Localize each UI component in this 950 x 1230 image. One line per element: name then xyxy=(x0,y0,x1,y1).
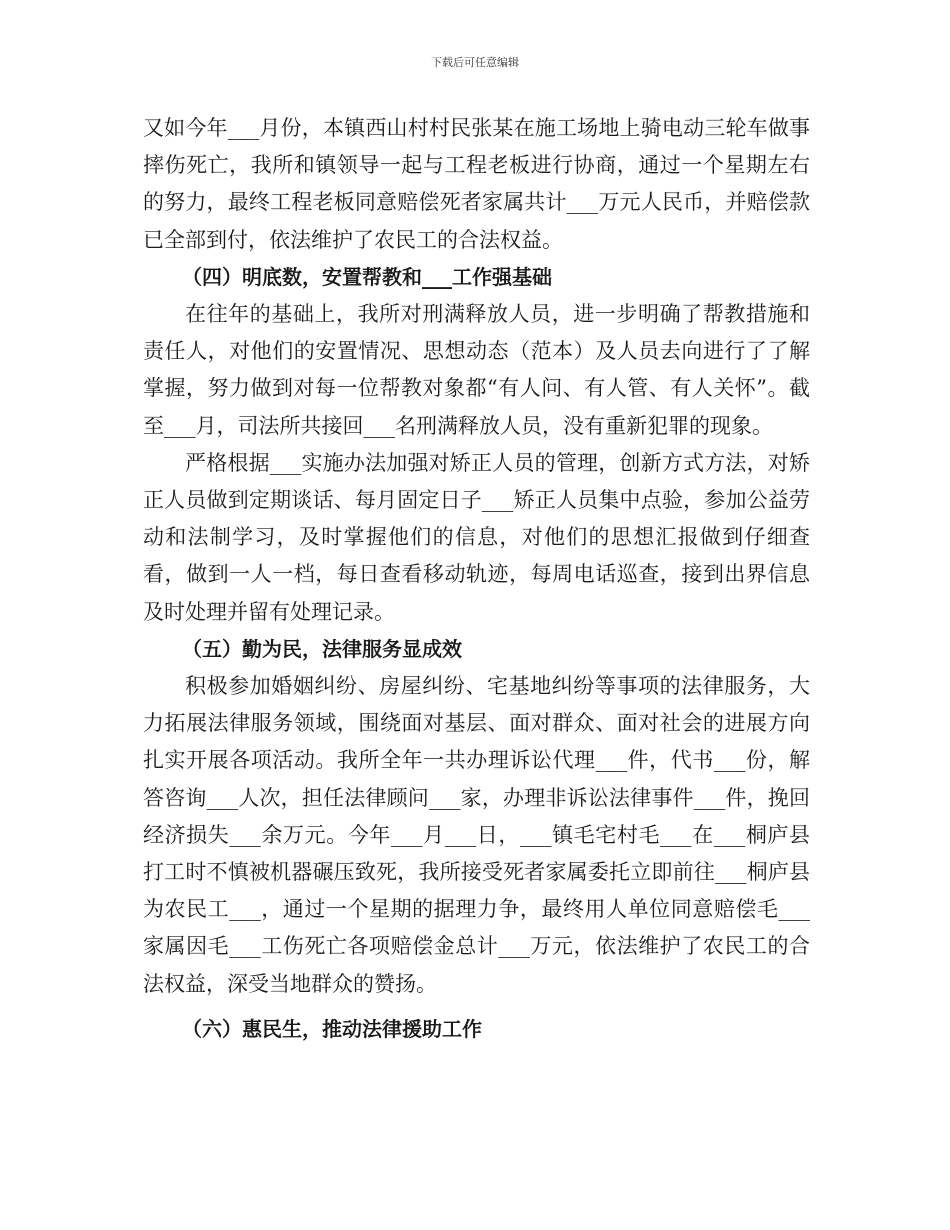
paragraph-correction-management: 严格根据___实施办法加强对矫正人员的管理，创新方式方法，对矫正人员做到定期谈话、每月固定日子___矫正人员集中点验，参加公益劳动和法制学习，及时掌握他们的信息，对他们的思想汇报做到仔细查看，做到一人一档，每日查看移动轨迹，每周电话巡查，接到出界信息及时处理并留有处理记录。 xyxy=(143,450,810,624)
section-heading-4: （四）明底数，安置帮教和___工作强基础 xyxy=(182,264,552,289)
section-heading-5: （五）勤为民，法律服务显成效 xyxy=(182,636,462,661)
page-header-note: 下载后可任意编辑 xyxy=(431,56,519,69)
paragraph-legal-services: 积极参加婚姻纠纷、房屋纠纷、宅基地纠纷等事项的法律服务，大力拓展法律服务领域，围绕面对基层、面对群众、面对社会的进展方向扎实开展各项活动。我所全年一共办理诉讼代理___件，代书___份，解答咨询___人次，担任法律顾问___家，办理非诉讼法律事件___件，挽回经济损失___余万元。今年___月___日，___镇毛宅村毛___在___桐庐县打工时不慎被机器碾压致死，我所接受死者家属委托立即前往___桐庐县为农民工___，通过一个星期的据理力争，最终用人单位同意赔偿毛___家属因毛___工伤死亡各项赔偿金总计___万元，依法维护了农民工的合法权益，深受当地群众的赞扬。 xyxy=(143,674,810,996)
section-heading-6: （六）惠民生，推动法律援助工作 xyxy=(182,1016,482,1041)
paragraph-case-example: 又如今年___月份，本镇西山村村民张某在施工场地上骑电动三轮车做事摔伤死亡，我所和镇领导一起与工程老板进行协商，通过一个星期左右的努力，最终工程老板同意赔偿死者家属共计___万元人民币，并赔偿款已全部到付，依法维护了农民工的合法权益。 xyxy=(143,116,810,252)
paragraph-released-persons: 在往年的基础上，我所对刑满释放人员，进一步明确了帮教措施和责任人，对他们的安置情况、思想动态（范本）及人员去向进行了了解掌握，努力做到对每一位帮教对象都“有人问、有人管、有人关怀”。截至___月，司法所共接回___名刑满释放人员，没有重新犯罪的现象。 xyxy=(143,302,810,438)
document-body xyxy=(143,110,810,1048)
